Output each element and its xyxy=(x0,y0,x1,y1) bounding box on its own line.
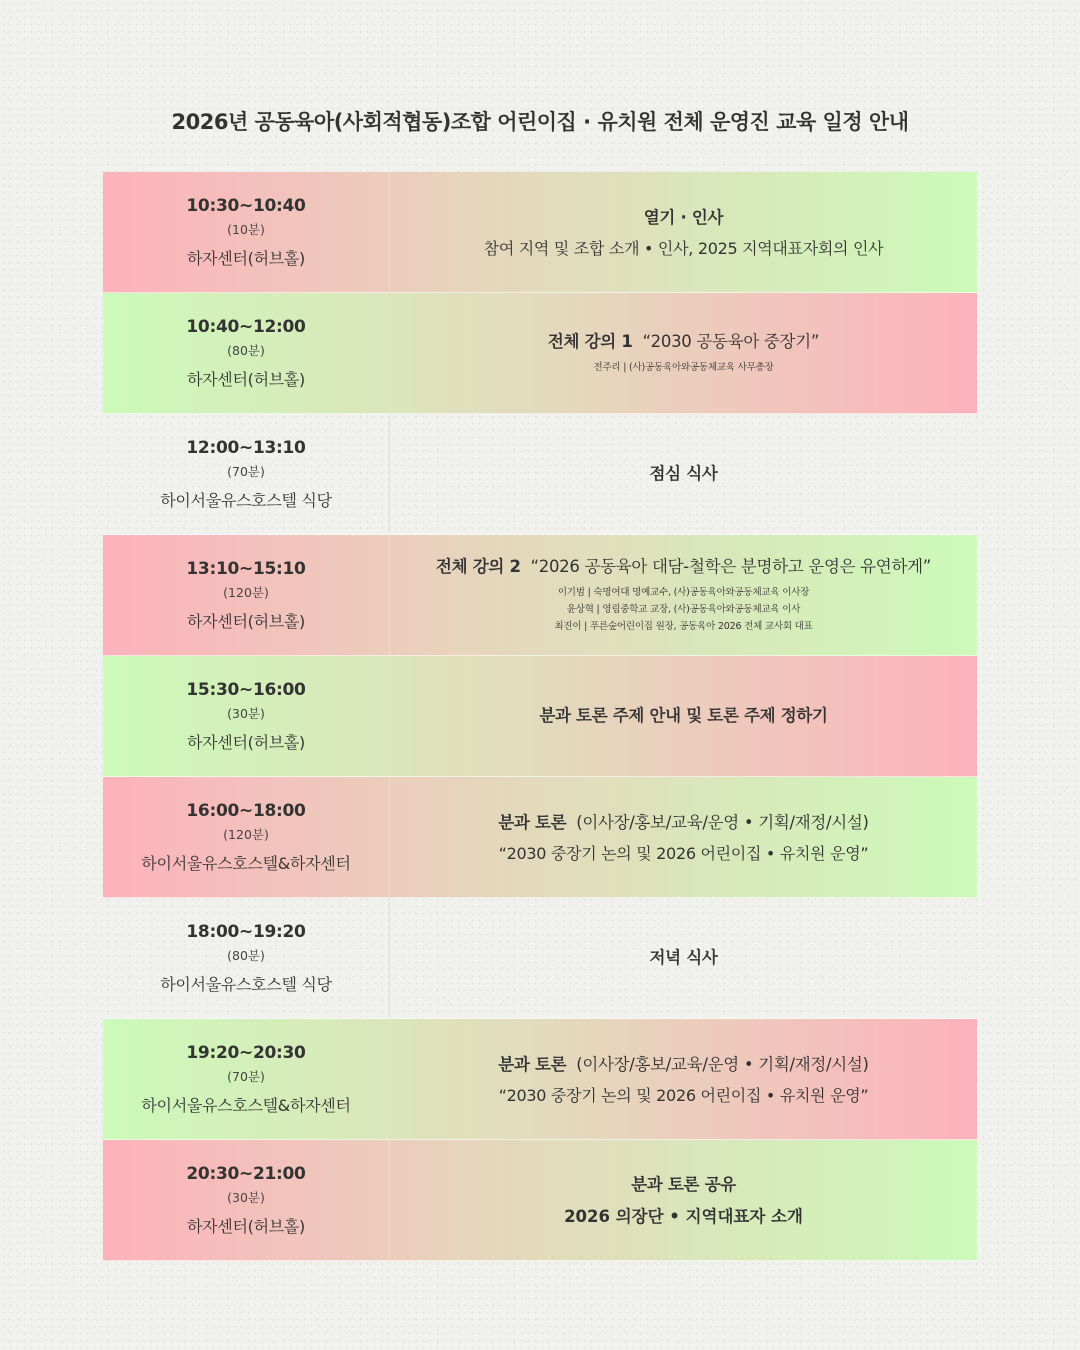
time-cell xyxy=(103,656,390,776)
content-cell xyxy=(390,777,977,897)
content-cell xyxy=(390,172,977,292)
session-duration: (70분) xyxy=(227,463,265,479)
session-place: 하이서울유스호스텔&하자센터 xyxy=(141,1095,351,1115)
schedule-row xyxy=(103,414,977,535)
session-time: 20:30~21:00 xyxy=(186,1163,306,1184)
session-title-rest: (이사장/홍보/교육/운영 • 기획/재정/시설) xyxy=(576,1054,869,1074)
session-title xyxy=(498,1053,868,1077)
session-title-bold: 분과 토론 공유 xyxy=(631,1175,736,1194)
session-time: 19:20~20:30 xyxy=(186,1042,306,1063)
time-cell xyxy=(103,777,390,897)
session-time: 18:00~19:20 xyxy=(186,921,306,942)
session-duration: (10분) xyxy=(227,221,265,237)
session-title-bold: 분과 토론 xyxy=(498,812,567,832)
session-title-bold: 열기 · 인사 xyxy=(643,207,724,227)
schedule-row xyxy=(103,1140,977,1261)
schedule-row xyxy=(103,656,977,777)
session-place: 하이서울유스호스텔 식당 xyxy=(160,974,332,994)
speaker: 윤상혁 | 영림중학교 교장, (사)공동육아와공동체교육 이사 xyxy=(566,604,801,615)
schedule-row xyxy=(103,777,977,898)
schedule-table xyxy=(103,172,977,1261)
session-title-bold: 저녁 식사 xyxy=(649,948,718,967)
session-duration: (120분) xyxy=(223,584,269,600)
session-detail: “2030 중장기 논의 및 2026 어린이집 • 유치원 운영” xyxy=(498,843,869,863)
session-title-bold: 분과 토론 주제 안내 및 토론 주제 정하기 xyxy=(539,706,828,725)
session-title-rest: “2026 공동육아 대담-철학은 분명하고 운영은 유연하게” xyxy=(530,557,931,576)
session-title-rest: (이사장/홍보/교육/운영 • 기획/재정/시설) xyxy=(576,812,869,832)
time-cell xyxy=(103,172,390,292)
session-title-bold: 분과 토론 xyxy=(498,1054,567,1074)
session-title xyxy=(649,462,717,486)
session-duration: (120분) xyxy=(223,826,269,842)
session-title-rest: “2030 공동육아 중장기” xyxy=(642,332,820,351)
session-place: 하자센터(허브홀) xyxy=(187,611,305,631)
session-title xyxy=(644,206,723,230)
session-title xyxy=(436,555,931,579)
session-place: 하자센터(허브홀) xyxy=(187,369,305,389)
page-title: 2026년 공동육아(사회적협동)조합 어린이집 · 유치원 전체 운영진 교육 일정 안내 xyxy=(171,110,909,134)
session-title xyxy=(631,1173,736,1197)
speaker-list xyxy=(554,584,812,635)
time-cell xyxy=(103,414,390,534)
content-cell xyxy=(390,535,977,655)
session-title xyxy=(548,330,819,354)
content-cell xyxy=(390,414,977,534)
speaker-list xyxy=(593,359,773,376)
content-cell xyxy=(390,1140,977,1260)
speaker: 최진이 | 푸른숲어린이집 원장, 공동육아 2026 전체 교사회 대표 xyxy=(554,621,813,632)
time-cell xyxy=(103,1019,390,1139)
session-time: 10:40~12:00 xyxy=(186,316,306,337)
schedule-row xyxy=(103,293,977,414)
schedule-row xyxy=(103,898,977,1019)
session-title-bold: 전체 강의 1 xyxy=(547,332,633,351)
session-place: 하자센터(허브홀) xyxy=(187,732,305,752)
time-cell xyxy=(103,898,390,1018)
session-title-bold: 점심 식사 xyxy=(649,464,718,483)
session-duration: (30분) xyxy=(227,1189,265,1205)
content-cell xyxy=(390,293,977,413)
session-place: 하이서울유스호스텔&하자센터 xyxy=(141,853,351,873)
session-title xyxy=(539,704,827,728)
schedule-row xyxy=(103,1019,977,1140)
schedule-row xyxy=(103,535,977,656)
session-detail: 참여 지역 및 조합 소개 • 인사, 2025 지역대표자회의 인사 xyxy=(483,238,884,258)
session-place: 하자센터(허브홀) xyxy=(187,1216,305,1236)
session-duration: (30분) xyxy=(227,705,265,721)
session-time: 16:00~18:00 xyxy=(186,800,306,821)
session-duration: (80분) xyxy=(227,342,265,358)
speaker: 전주리 | (사)공동육아와공동체교육 사무총장 xyxy=(593,362,774,373)
session-time: 10:30~10:40 xyxy=(186,195,306,216)
session-detail: “2030 중장기 논의 및 2026 어린이집 • 유치원 운영” xyxy=(498,1085,869,1105)
speaker: 이기범 | 숙명여대 명예교수, (사)공동육아와공동체교육 이사장 xyxy=(557,587,810,598)
session-title-bold: 전체 강의 2 xyxy=(436,557,521,576)
session-time: 15:30~16:00 xyxy=(186,679,306,700)
session-time: 12:00~13:10 xyxy=(186,437,306,458)
session-time: 13:10~15:10 xyxy=(186,558,306,579)
session-place: 하이서울유스호스텔 식당 xyxy=(160,490,332,510)
time-cell xyxy=(103,293,390,413)
time-cell xyxy=(103,1140,390,1260)
session-place: 하자센터(허브홀) xyxy=(187,248,305,268)
session-duration: (70분) xyxy=(227,1068,265,1084)
content-cell xyxy=(390,898,977,1018)
content-cell xyxy=(390,1019,977,1139)
time-cell xyxy=(103,535,390,655)
schedule-row xyxy=(103,172,977,293)
session-title xyxy=(498,811,868,835)
session-detail: 2026 의장단 • 지역대표자 소개 xyxy=(564,1207,803,1226)
content-cell xyxy=(390,656,977,776)
session-duration: (80분) xyxy=(227,947,265,963)
session-title xyxy=(649,946,717,970)
